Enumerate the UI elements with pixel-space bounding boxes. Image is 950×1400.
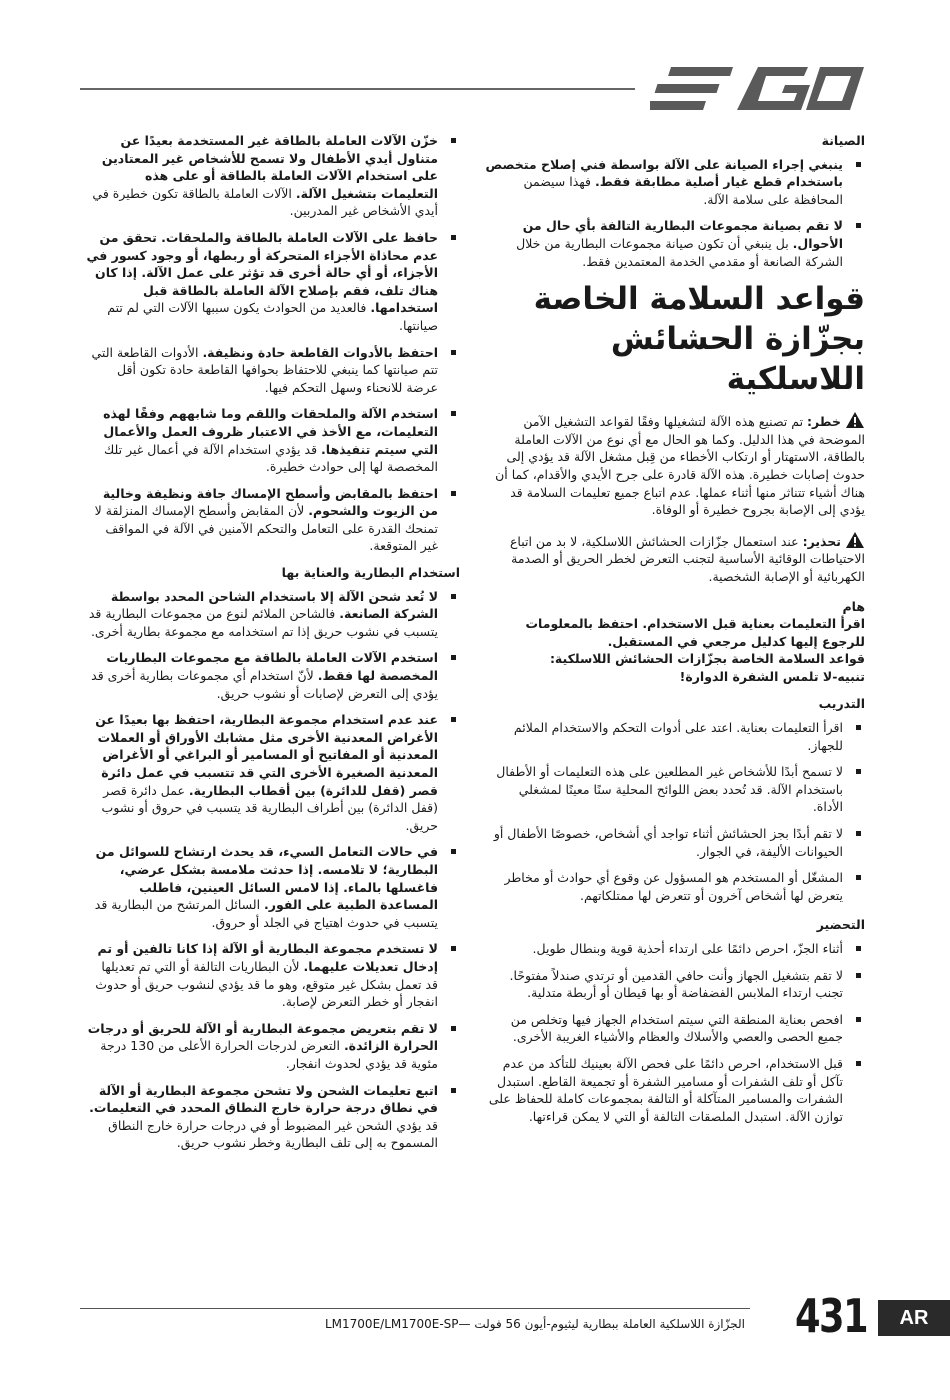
danger-paragraph: خطر: تم تصنيع هذه الآلة لتشغيلها وفقًا لقواعد التشغيل الآمن الموضحة في هذا الدليل. وكما هو الحال مع أي نوع من الآلات العاملة بالطاقة، الاستهتار أو ارتكاب الأخطاء من قِبل مشغل الآلة قد يؤدي إلى حدوث إصابات خطيرة. هذه الآلة قادرة على جرح الأيدي والأقدام، كما أن هناك أشياء تتناثر منها أثناء عملها. عدم اتباع جميع تعليمات السلامة قد يؤدي إلى الإصابة بجروح خطيرة أو الوفاة. bbox=[485, 411, 865, 519]
list-item: حافظ على الآلات العاملة بالطاقة والملحقات. تحقق من عدم محاذاة الأجزاء المتحركة أو ربطها، أو وجود كسور في الأجزاء، أو أي حالة أخرى قد تؤثر على عمل الآلة. إذا كان هناك تلف، فقم بإصلاح الآلة العاملة بالطاقة قبل استخدامها. فالعديد من الحوادث يكون سببها الآلات التي لم تتم صيانتها. bbox=[85, 229, 460, 335]
list-item: أثناء الجزّ، احرص دائمًا على ارتداء أحذية قوية وبنطال طويل. bbox=[485, 940, 865, 958]
page-number: 431 bbox=[795, 1289, 868, 1343]
battery-heading: استخدام البطارية والعناية بها bbox=[281, 565, 460, 581]
list-item: قبل الاستخدام، احرص دائمًا على فحص الآلة بعينيك للتأكد من عدم تآكل أو تلف الشفرات أو مسامير الشفرة أو تجميعة القاطع. استبدل الشفرات والمسامير المتآكلة أو التالفة بمجموعات كاملة للحفاظ على توازن الآلة. استبدل الملصقات التالفة أو التي لا يمكن قراءتها. bbox=[485, 1055, 865, 1125]
section-title: قواعد السلامة الخاصة بجزّازة الحشائش اللاسلكية bbox=[533, 281, 865, 398]
list-item: المشغّل أو المستخدم هو المسؤول عن وقوع أي حوادث أو مخاطر يتعرض لها أشخاص آخرون أو تتعرض لها ممتلكاتهم. bbox=[485, 869, 865, 904]
list-item: لا تقم بتعريض مجموعة البطارية أو الآلة للحريق أو درجات الحرارة الزائدة. التعرض لدرجات الحرارة الأعلى من 130 درجة مئوية قد يؤدي لحدوث انفجار. bbox=[85, 1020, 460, 1073]
list-item: عند عدم استخدام مجموعة البطارية، احتفظ بها بعيدًا عن الأغراض المعدنية الأخرى مثل مشابك الأوراق أو العملات المعدنية أو المفاتيح أو المسامير أو البراغي أو الأغراض المعدنية الصغيرة الأخرى التي قد تتسبب في عمل دائرة قصر (قفل للدائرة) بين أقطاب البطارية. عمل دائرة قصر (قفل الدائرة) بين أطراف البطارية قد يتسبب في حروق أو نشوب حريق. bbox=[85, 711, 460, 834]
training-list bbox=[485, 719, 865, 904]
left-column bbox=[85, 132, 460, 1161]
list-item: احتفظ بالأدوات القاطعة حادة ونظيفة. الأدوات القاطعة التي تتم صيانتها كما ينبغي للاحتفاظ بحوافها القاطعة حادة تكون أقل عرضة للانحناء وسهل التحكم فيها. bbox=[85, 344, 460, 397]
important-label: هام bbox=[842, 598, 865, 614]
warning-triangle-icon bbox=[845, 411, 865, 429]
footer-model-text: الجزّازة اللاسلكية العاملة ببطارية ليثيوم-أيون 56 فولت —LM1700E/LM1700E-SP bbox=[324, 1317, 745, 1331]
list-item: لا تقم بصيانة مجموعات البطارية التالفة بأي حال من الأحوال. بل ينبغي أن تكون صيانة مجموعات البطارية من خلال الشركة الصانعة أو مقدمي الخدمة المعتمدين فقط. bbox=[485, 217, 865, 270]
list-item: استخدم الآلات العاملة بالطاقة مع مجموعات البطاريات المخصصة لها فقط. لأنّ استخدام أي مجموعات بطارية أخرى قد يؤدي إلى التعرض لإصابات أو نشوب حريق. bbox=[85, 649, 460, 702]
maintenance-heading: الصيانة bbox=[821, 133, 865, 148]
ego-logo bbox=[650, 64, 865, 114]
list-item: افحص بعناية المنطقة التي سيتم استخدام الجهاز فيها وتخلص من جميع الحصى والعصي والأسلاك والعظام والأشياء الغريبة الأخرى. bbox=[485, 1011, 865, 1046]
preparation-heading: التحضير bbox=[816, 917, 865, 933]
list-item: لا تستخدم مجموعة البطارية أو الآلة إذا كانا تالفين أو تم إدخال تعديلات عليهما. لأن البطاريات التالفة أو التي تم تعديلها قد تعمل بشكل غير متوقع، وهو ما قد يؤدي لنشوب حريق أو حدوث انفجار أو خطر التعرض لإصابة. bbox=[85, 940, 460, 1010]
list-item: لا تقم أبدًا بجز الحشائش أثناء تواجد أي أشخاص، خصوصًا الأطفال أو الحيوانات الأليفة، في الجوار. bbox=[485, 825, 865, 860]
preparation-list bbox=[485, 940, 865, 1125]
header-rule bbox=[80, 88, 635, 90]
caution-paragraph: تحذير: عند استعمال جزّازات الحشائش اللاسلكية، لا بد من اتباع الاحتياطات الوقائية الأساسية لتجنب التعرض لخطر الحريق أو الصدمة الكهربائية أو الإصابة الشخصية. bbox=[485, 531, 865, 586]
list-item: خزّن الآلات العاملة بالطاقة غير المستخدمة بعيدًا عن متناول أيدي الأطفال ولا تسمح للأشخاص غير المعتادين على استخدام الآلات العاملة بالطاقة أو على هذه التعليمات بتشغيل الآلة. الآلات العاملة بالطاقة تكون خطيرة في أيدي الأشخاص غير المدربين. bbox=[85, 132, 460, 220]
right-column bbox=[485, 132, 865, 1134]
list-item: اتبع تعليمات الشحن ولا تشحن مجموعة البطارية أو الآلة في نطاق درجة حرارة خارج النطاق المحدد في التعليمات. قد يؤدي الشحن غير المضبوط أو في درجات حرارة خارج النطاق المسموح به إلى تلف البطارية وخطر نشوب حريق. bbox=[85, 1082, 460, 1152]
important-read: اقرأ التعليمات بعناية قبل الاستخدام. احتفظ بالمعلومات للرجوع إليها كدليل مرجعي في المستقبل. bbox=[525, 616, 865, 649]
list-item: احتفظ بالمقابض وأسطح الإمساك جافة ونظيفة وخالية من الزيوت والشحوم. لأن المقابض وأسطح الإمساك المنزلقة لا تمنحك القدرة على التعامل والتحكم الآمنين في الآلة في المواقف غير المتوقعة. bbox=[85, 485, 460, 555]
language-badge: AR bbox=[878, 1300, 950, 1336]
maintenance-list bbox=[485, 156, 865, 271]
list-item: في حالات التعامل السيء، قد يحدث ارتشاح للسوائل من البطارية؛ لا تلامسه. إذا حدثت ملامسة بشكل عرضي، فاغسلها بالماء. إذا لامس السائل العينين، فاطلب المساعدة الطبية على الفور. السائل المرتشح من البطارية قد يتسبب في حدوث اهتياج في الجلد أو حروق. bbox=[85, 843, 460, 931]
list-item: لا تُعد شحن الآلة إلا باستخدام الشاحن المحدد بواسطة الشركة الصانعة. فالشاحن الملائم لنوع من مجموعات البطارية قد يتسبب في نشوب حريق إذا تم استخدامه مع مجموعة بطارية أخرى. bbox=[85, 588, 460, 641]
list-item: اقرأ التعليمات بعناية. اعتد على أدوات التحكم والاستخدام الملائم للجهاز. bbox=[485, 719, 865, 754]
list-item: لا تسمح أبدًا للأشخاص غير المطلعين على هذه التعليمات أو الأطفال باستخدام الآلة. قد تُحدد بعض اللوائح المحلية سنًا معينًا لمشغلي الأداة. bbox=[485, 763, 865, 816]
battery-list bbox=[85, 588, 460, 1152]
list-item: ينبغي إجراء الصيانة على الآلة بواسطة فني إصلاح متخصص باستخدام قطع غيار أصلية مطابقة فقط. فهذا سيضمن المحافظة على سلامة الآلة. bbox=[485, 156, 865, 209]
important-blade: تنبيه-لا تلمس الشفرة الدوارة! bbox=[679, 668, 865, 684]
list-item: لا تقم بتشغيل الجهاز وأنت حافي القدمين أو ترتدي صندلاً مفتوحًا. تجنب ارتداء الملابس الفضفاضة أو بها قيطان أو أربطة متدلية. bbox=[485, 967, 865, 1002]
list-item: استخدم الآلة والملحقات واللقم وما شابههم وفقًا لهذه التعليمات، مع الأخذ في الاعتبار ظروف العمل والأعمال التي سيتم تنفيذها. قد يؤدي استخدام الآلة في أعمال غير تلك المخصصة لها إلى حوادث خطيرة. bbox=[85, 405, 460, 475]
training-heading: التدريب bbox=[818, 696, 865, 712]
important-block bbox=[485, 598, 865, 686]
footer-rule bbox=[80, 1308, 750, 1309]
general-list bbox=[85, 132, 460, 555]
warning-triangle-icon bbox=[845, 531, 865, 549]
important-rules: قواعد السلامة الخاصة بجزّازات الحشائش اللاسلكية: bbox=[549, 651, 865, 667]
